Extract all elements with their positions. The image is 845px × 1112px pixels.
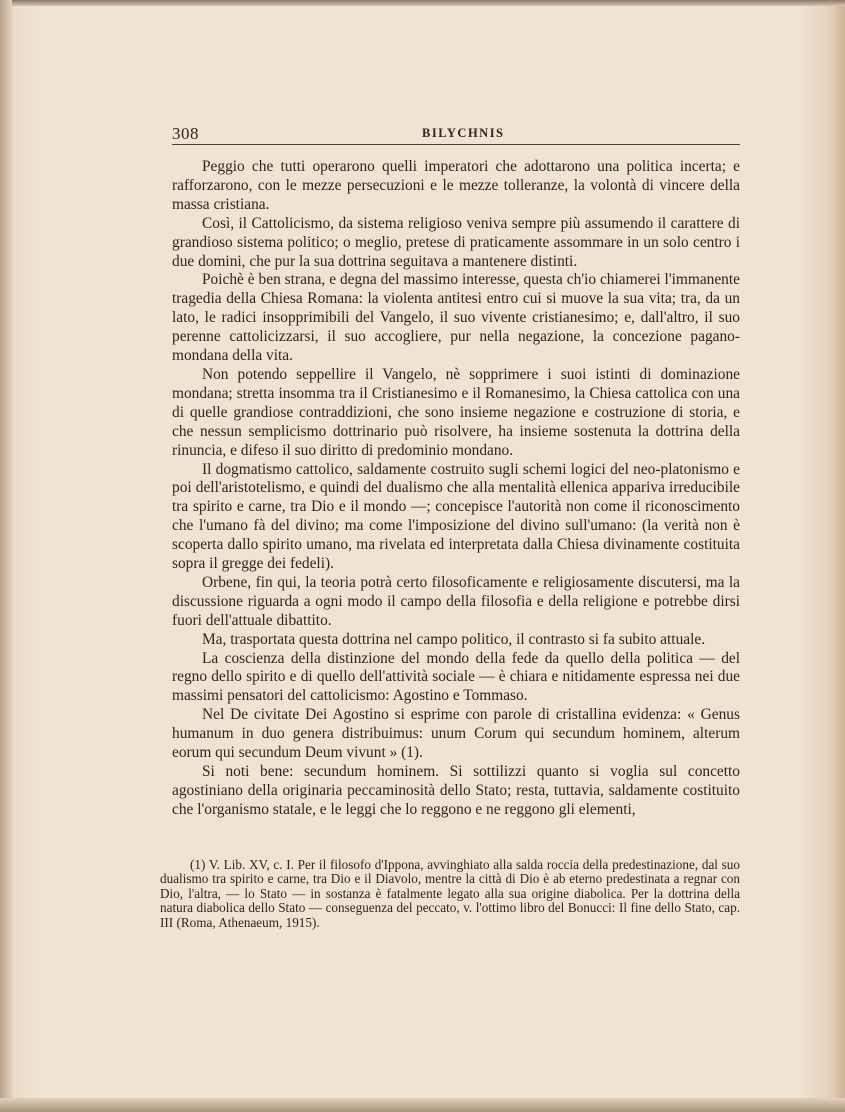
main-text	[172, 158, 740, 820]
header-rule	[172, 144, 740, 145]
paragraph: Poichè è ben strana, e degna del massimo interesse, questa ch'io chiamerei l'immanente tragedia della Chiesa Romana: la violenta antitesi entro cui si muove la sua vita; tra, da un lato, le radici insopprimibili del Vangelo, il suo vivente cristianesimo; e, dall'altro, il suo perenne cattolicizzarsi, il suo accogliere, pur nella negazione, la concezione pagano-mondana della vita.	[172, 271, 740, 365]
page-binding-edge	[0, 0, 12, 1112]
page-header	[172, 122, 740, 146]
paragraph: Non potendo seppellire il Vangelo, nè sopprimere i suoi istinti di dominazione mondana; stretta insomma tra il Cristianesimo e il Romanesimo, la Chiesa cattolica con una di quelle grandiose contraddizioni, che sono insieme negazione e costruzione di storia, e che nessun semplicismo dottrinario può risolvere, ha insieme sostenuta la dottrina della rinuncia, e difeso il suo diritto di predominio mondano.	[172, 365, 740, 459]
running-head: BILYCHNIS	[422, 126, 505, 140]
page-top-edge	[0, 0, 845, 6]
paragraph: Peggio che tutti operarono quelli imperatori che adottarono una politica incerta; e rafforzarono, con le mezze persecuzioni e le mezze tolleranze, la volontà di vincere della massa cristiana.	[172, 158, 740, 213]
paragraph: Orbene, fin qui, la teoria potrà certo filosoficamente e religiosamente discutersi, ma la discussione riguarda a ogni modo il campo della filosofia e della religione e potrebbe dirsi fuori dell'attuale dibattito.	[172, 573, 740, 629]
page-bottom-edge	[0, 1098, 845, 1112]
footnote-text: (1) V. Lib. XV, c. I. Per il filosofo d'Ippona, avvinghiato alla salda roccia della predestinazione, dal suo dualismo tra spirito e carne, tra Dio e il Diavolo, mentre la città di Dio è ab eterno predestinata a regnar con Dio, l'altra, — lo Stato — in sostanza è fatalmente legato alla sua origine diabolica. Per la dottrina della natura diabolica dello Stato — conseguenza del peccato, v. l'ottimo libro del Bonucci: Il fine dello Stato, cap. III (Roma, Athenaeum, 1915).	[160, 857, 740, 930]
paragraph: La coscienza della distinzione del mondo della fede da quello della politica — del regno dello spirito e di quello dell'attività sociale — è chiara e nitidamente espressa nei due massimi pensatori del cattolicismo: Agostino e Tommaso.	[172, 649, 740, 705]
paragraph: Ma, trasportata questa dottrina nel campo politico, il contrasto si fa subito attuale.	[202, 630, 706, 648]
paragraph: Nel De civitate Dei Agostino si esprime con parole di cristallina evidenza: « Genus humanum in duo genera distribuimus: unum Corum qui secundum hominem, alterum eorum qui secundum Deum vivunt » (1).	[172, 706, 740, 762]
paragraph: Il dogmatismo cattolico, saldamente costruito sugli schemi logici del neo-platonismo e poi dell'aristotelismo, e quindi del dualismo che alla mentalità ellenica appariva irreducibile tra spirito e carne, tra Dio e il mondo —; concepisce l'autorità non come il riconoscimento che l'umano fà del divino; ma come l'imposizione del divino sull'umano: (la verità non è scoperta dallo spirito umano, ma rivelata ed interpretata dalla Chiesa divinamente costituita sopra il gregge dei fedeli).	[172, 460, 740, 573]
paragraph: Si noti bene: secundum hominem. Si sottilizzi quanto si voglia sul concetto agostiniano della originaria peccaminosità dello Stato; resta, tuttavia, saldamente costituito che l'organismo statale, e le leggi che lo reggono e ne reggono gli elementi,	[172, 763, 740, 818]
page-number: 308	[172, 124, 199, 143]
paragraph: Così, il Cattolicismo, da sistema religioso veniva sempre più assumendo il carattere di grandioso sistema politico; o meglio, pretese di praticamente assommare in un solo centro i due domini, che pur la sua dottrina seguitava a mantenere distinti.	[172, 214, 740, 270]
footnote	[160, 858, 740, 930]
